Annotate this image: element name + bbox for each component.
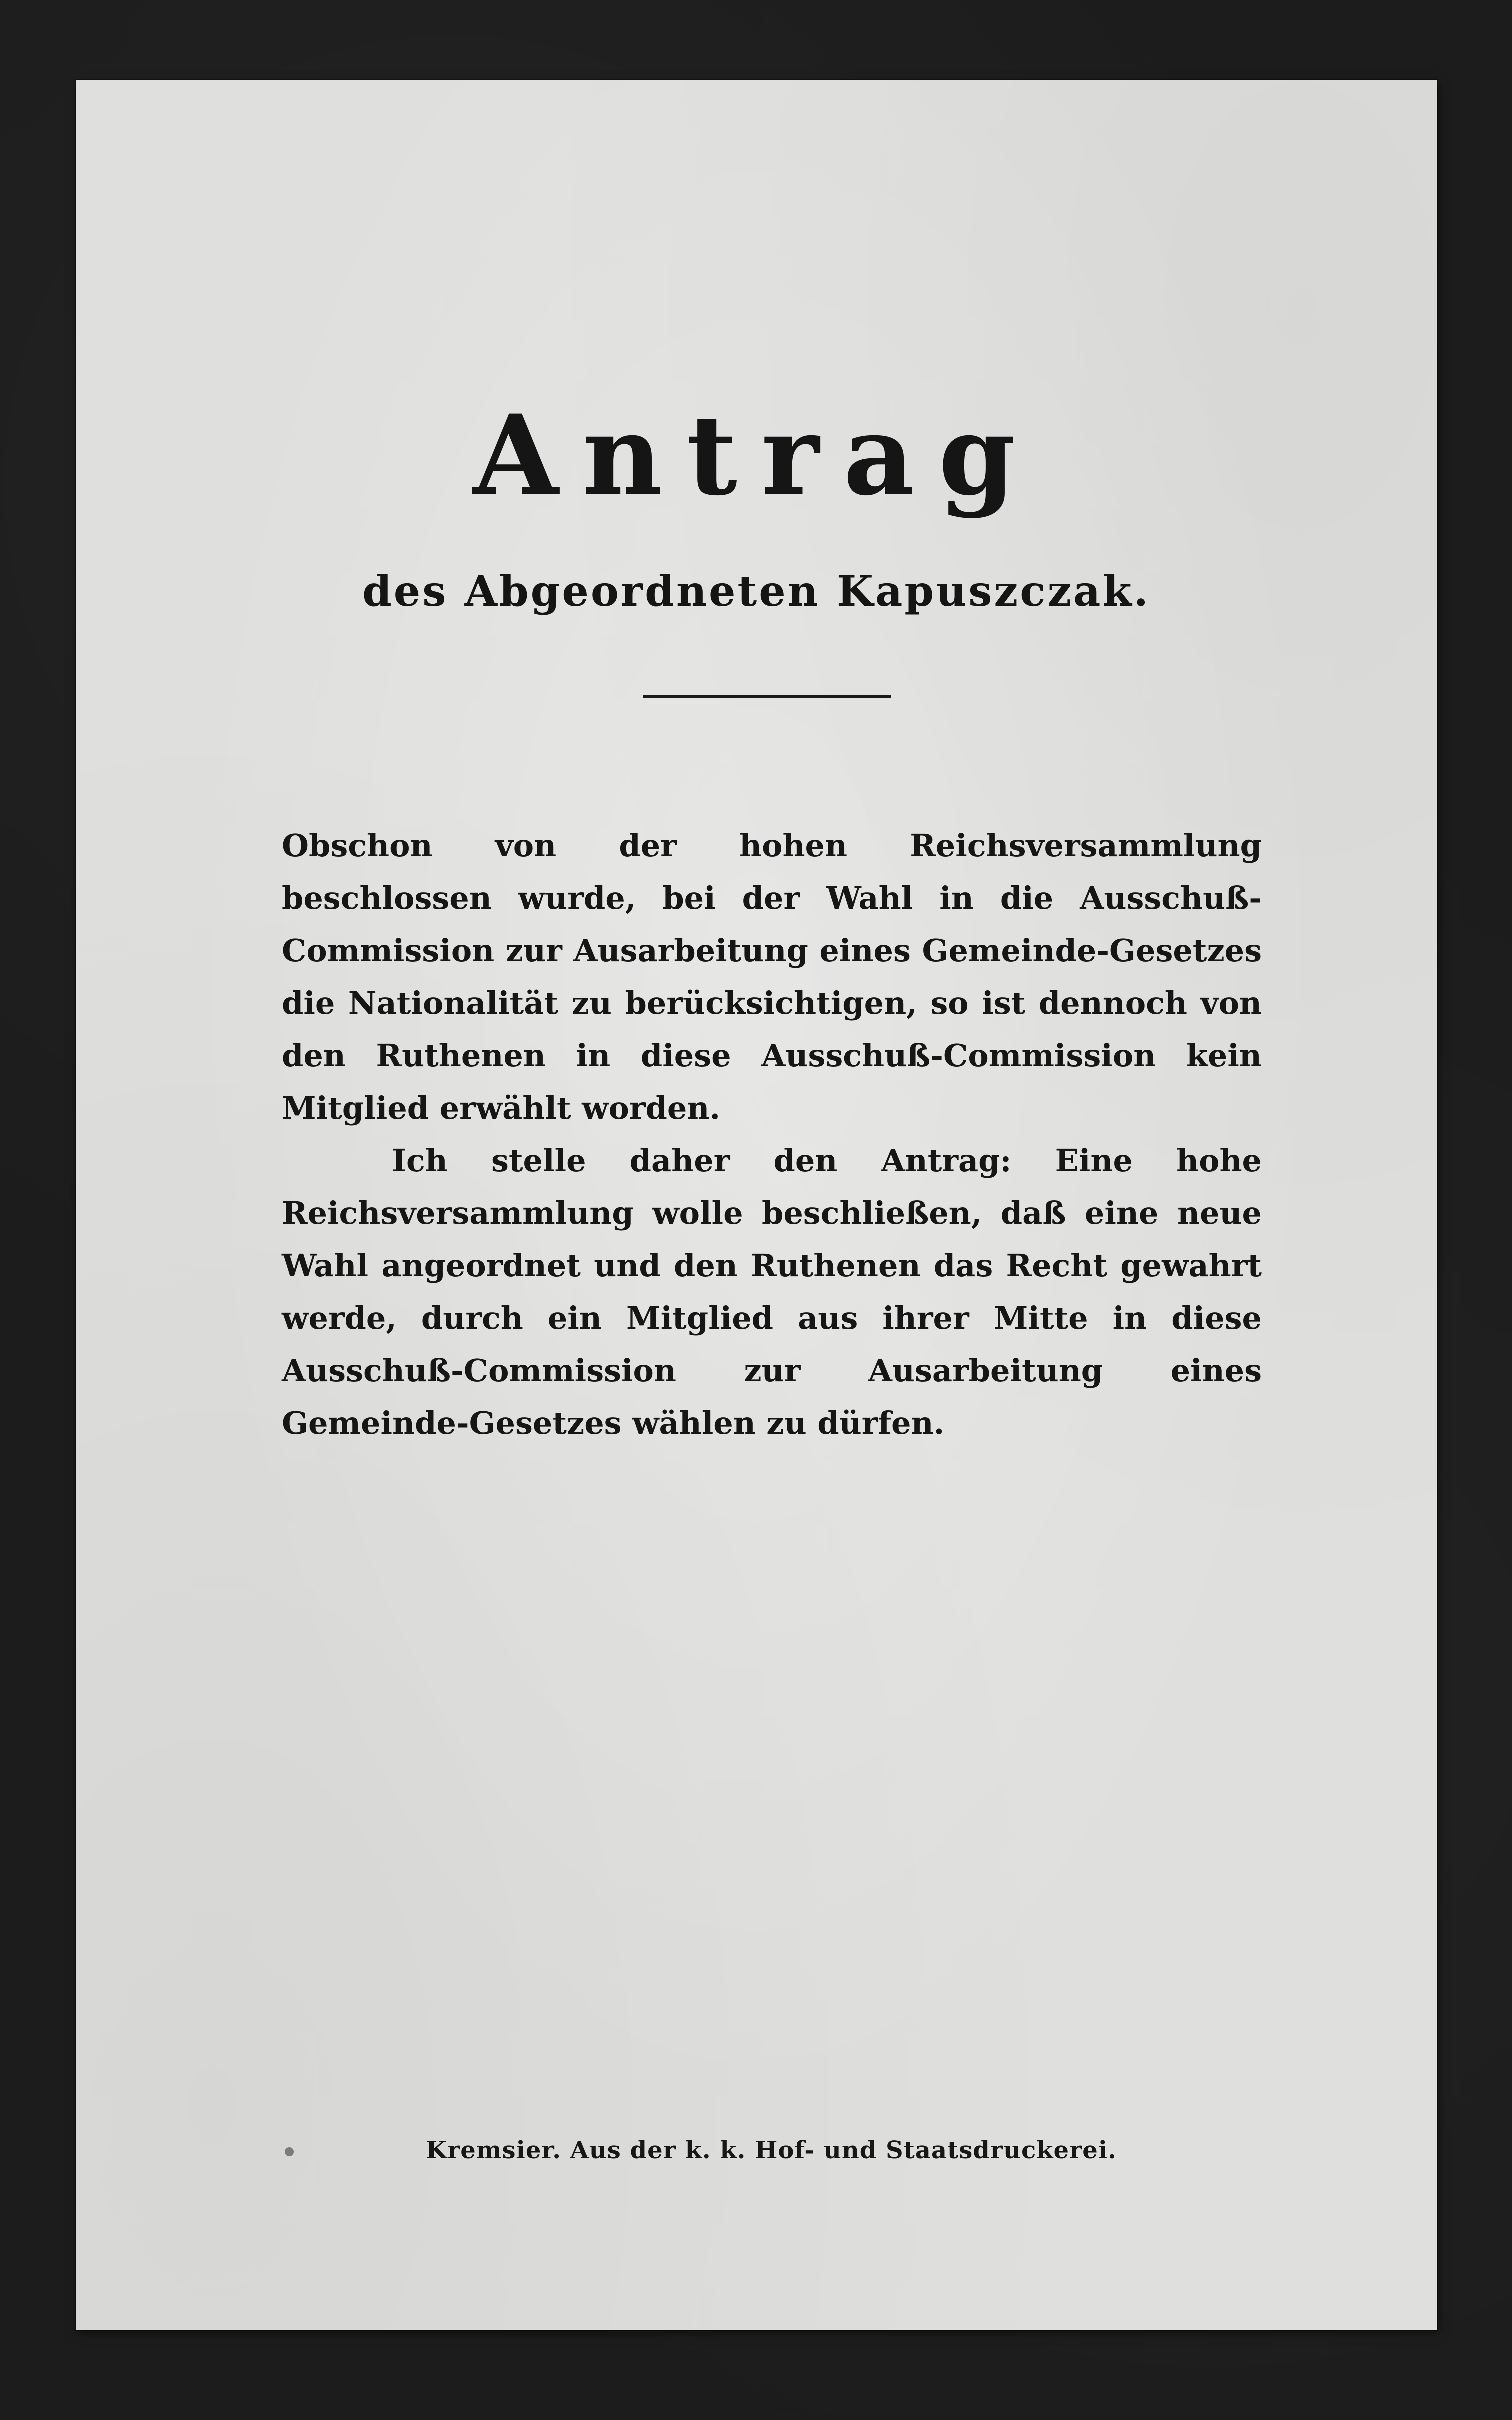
title-divider	[644, 695, 891, 698]
document-body	[282, 819, 1262, 1449]
printer-imprint: Kremsier. Aus der k. k. Hof- und Staatsdruckerei.	[426, 2136, 1117, 2164]
paragraph-1: Obschon von der hohen Reichsversammlung beschlossen wurde, bei der Wahl in die Ausschuß-Commission zur Ausarbeitung eines Gemeinde-Gesetzes die Nationalität zu berücksichtigen, so ist dennoch von den Ruthenen in diese Ausschuß-Commission kein Mitglied erwählt worden.	[282, 827, 1262, 1126]
document-subtitle: des Abgeordneten Kapuszczak.	[362, 566, 1150, 616]
document-title: Antrag	[473, 390, 1040, 520]
paragraph-2: Ich stelle daher den Antrag: Eine hohe Reichsversammlung wolle beschließen, daß eine neue Wahl angeordnet und den Ruthenen das Recht gewahrt werde, durch ein Mitglied aus ihrer Mitte in diese Ausschuß-Commission zur Ausarbeitung eines Gemeinde-Gesetzes wählen zu dürfen.	[282, 1142, 1262, 1441]
document-sheet	[76, 80, 1437, 2330]
